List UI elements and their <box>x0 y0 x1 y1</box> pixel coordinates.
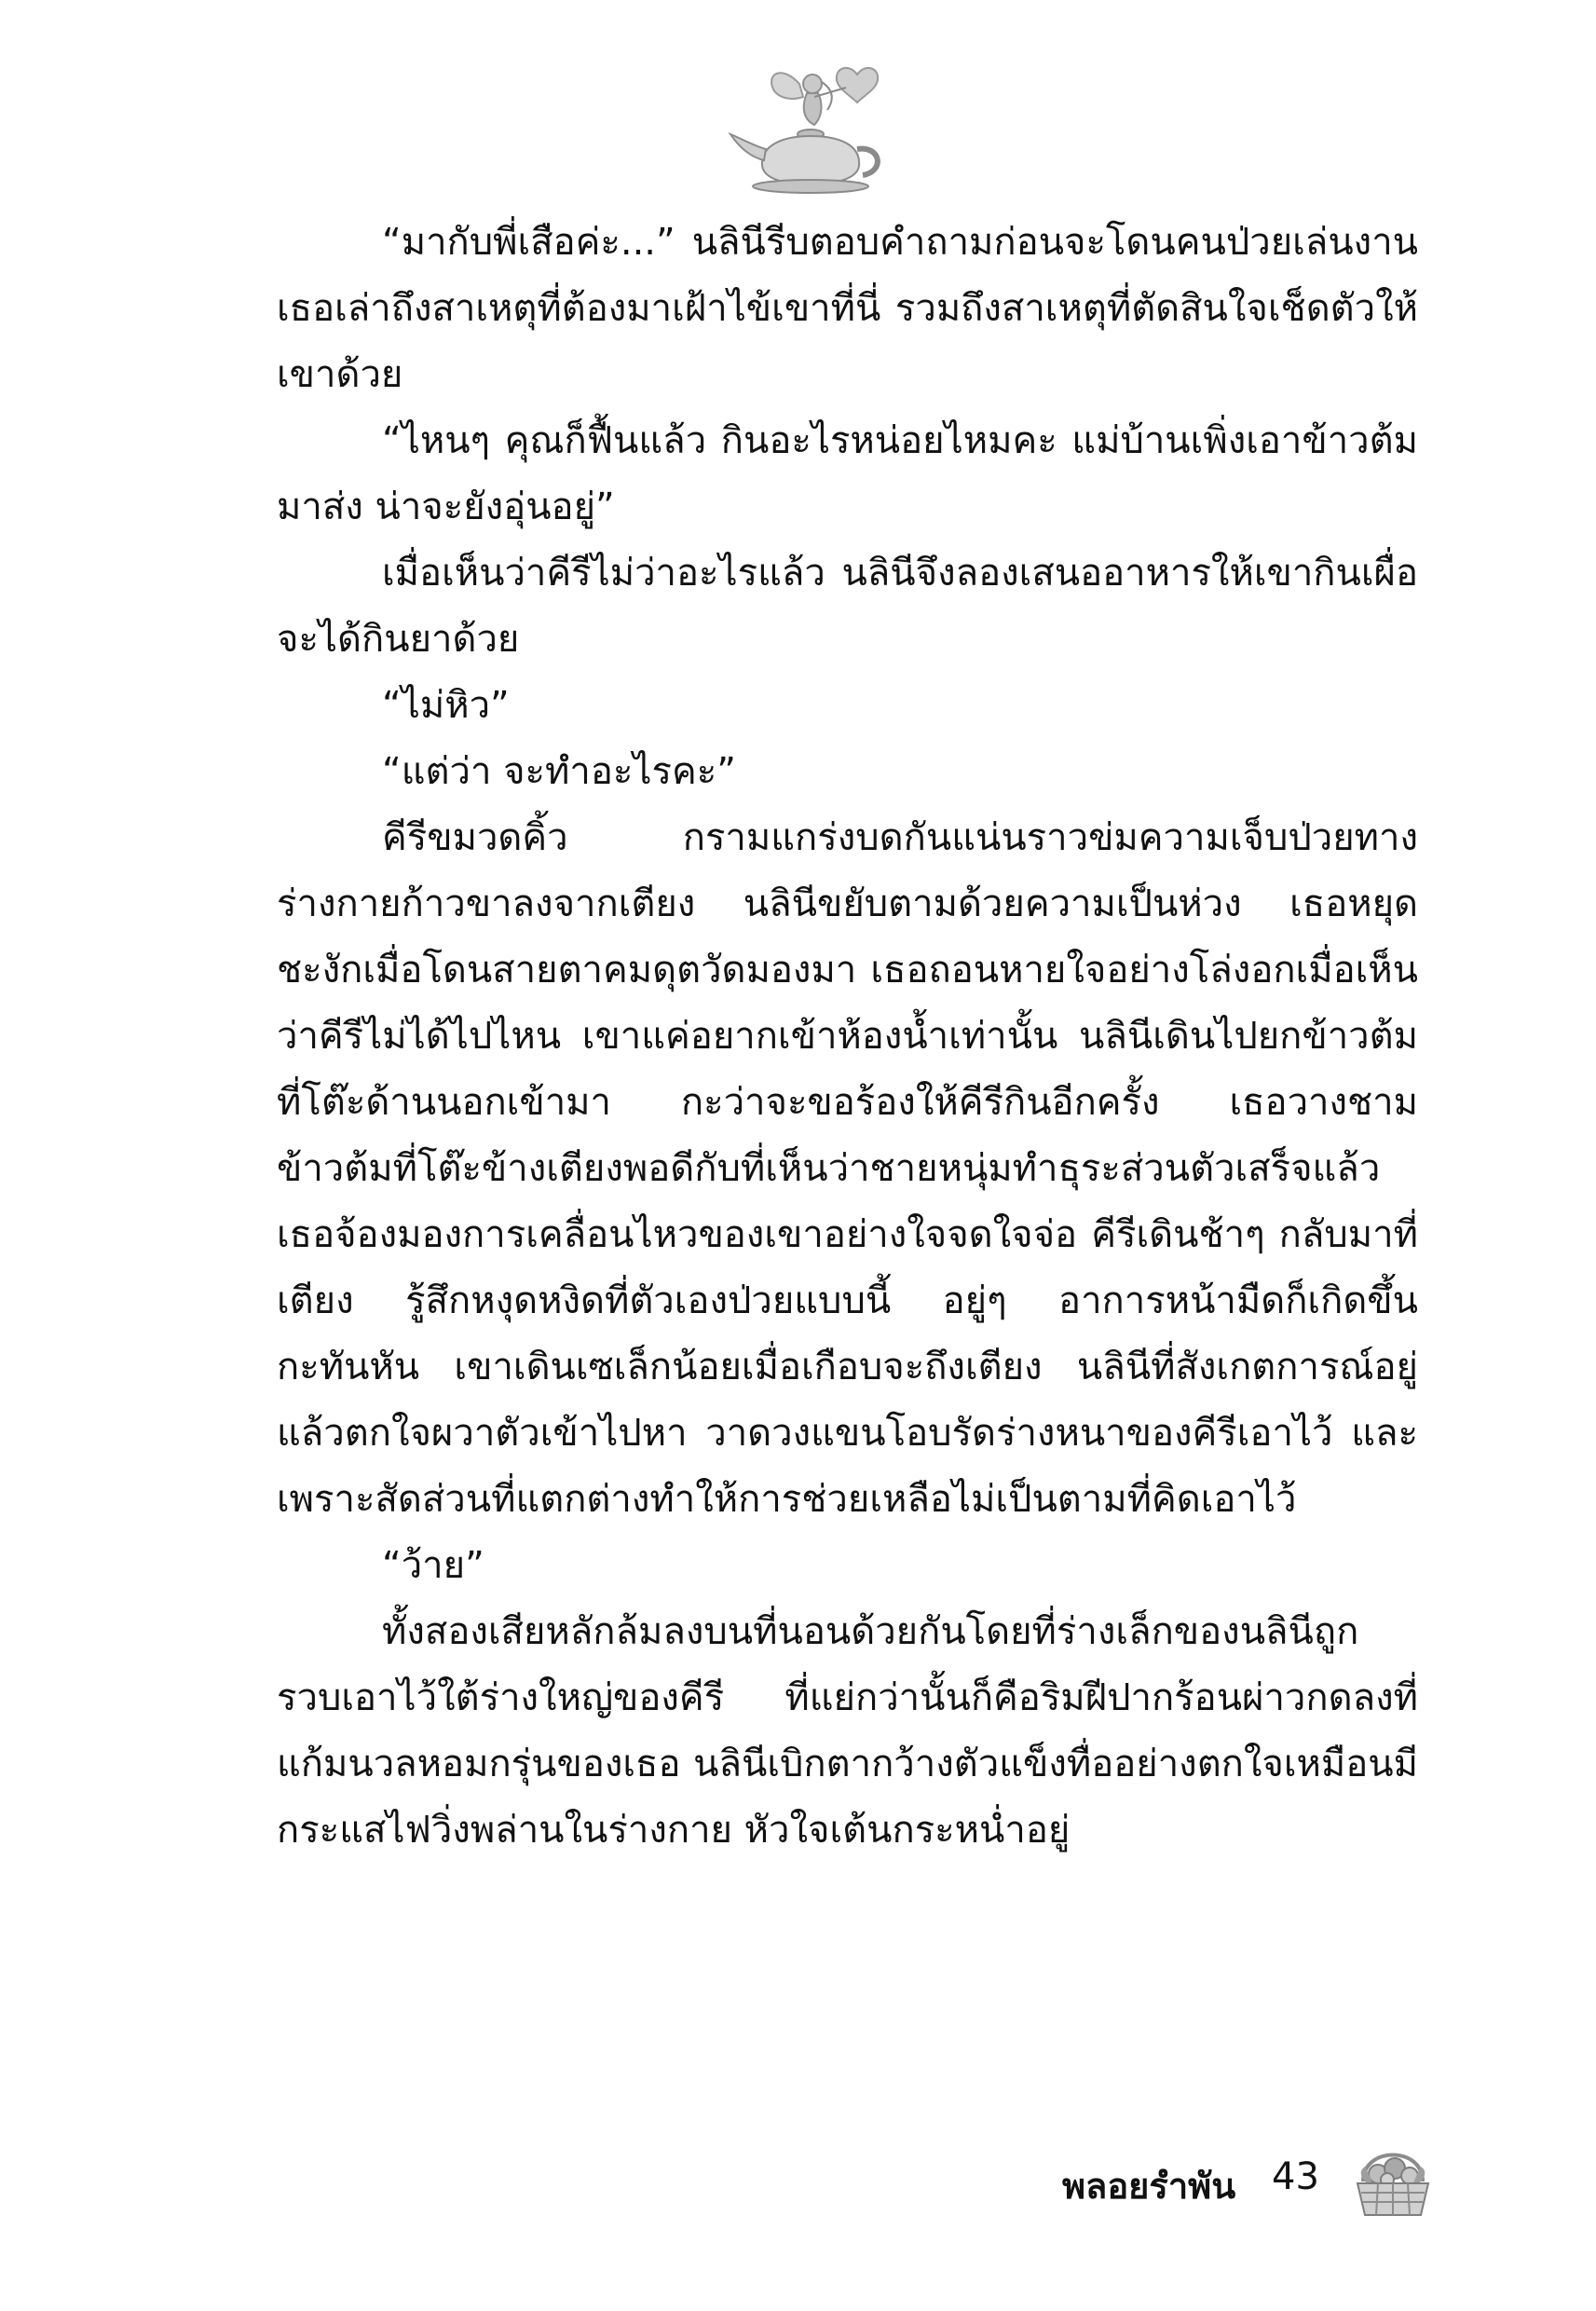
page-number: 43 <box>1272 2155 1319 2198</box>
flower-basket-icon <box>1346 2139 1439 2222</box>
paragraph: “มากับพี่เสือค่ะ...” นลินีรีบตอบคำถามก่อนจะโดนคนป่วยเล่นงาน เธอเล่าถึงสาเหตุที่ต้องมาเฝ้าไข้เขาที่นี่ รวมถึงสาเหตุที่ตัดสินใจเช็ดตัวให้เขาด้วย <box>277 221 1418 396</box>
paragraph: ทั้งสองเสียหลักล้มลงบนที่นอนด้วยกันโดยที่ร่างเล็กของนลินีถูกรวบเอาไว้ใต้ร่างใหญ่ของคีรี ที่แย่กว่านั้นก็คือริมฝีปากร้อนผ่าวกดลงที่แก้มนวลหอมกรุ่นของเธอ นลินีเบิกตากว้างตัวแข็งทื่ออย่างตกใจเหมือนมีกระแสไฟวิ่งพล่านในร่างกาย หัวใจเต้นกระหน่ำอยู่ <box>277 1610 1418 1852</box>
paragraph: “ไหนๆ คุณก็ฟื้นแล้ว กินอะไรหน่อยไหมคะ แม่บ้านเพิ่งเอาข้าวต้มมาส่ง น่าจะยังอุ่นอยู่” <box>277 419 1418 528</box>
paragraph: “ไม่หิว” <box>382 684 510 727</box>
page-footer <box>1044 2139 1453 2241</box>
cupid-teapot-ornament-icon <box>717 56 904 196</box>
paragraph: “แต่ว่า จะทำอะไรคะ” <box>382 750 736 793</box>
body-text <box>277 210 1418 1864</box>
book-title: พลอยรำพัน <box>1062 2166 1236 2207</box>
paragraph: เมื่อเห็นว่าคีรีไม่ว่าอะไรแล้ว นลินีจึงลองเสนออาหารให้เขากินเผื่อจะได้กินยาด้วย <box>277 552 1418 661</box>
paragraph: คีรีขมวดคิ้ว กรามแกร่งบดกันแน่นราวข่มความเจ็บป่วยทางร่างกายก้าวขาลงจากเตียง นลินีขยับตามด้วยความเป็นห่วง เธอหยุดชะงักเมื่อโดนสายตาคมดุตวัดมองมา เธอถอนหายใจอย่างโล่งอกเมื่อเห็นว่าคีรีไม่ได้ไปไหน เขาแค่อยากเข้าห้องน้ำเท่านั้น นลินีเดินไปยกข้าวต้มที่โต๊ะด้านนอกเข้ามา กะว่าจะขอร้องให้คีรีกินอีกครั้ง เธอวางชามข้าวต้มที่โต๊ะข้างเตียงพอดีกับที่เห็นว่าชายหนุ่มทำธุระส่วนตัวเสร็จแล้ว เธอจ้องมองการเคลื่อนไหวของเขาอย่างใจจดใจจ่อ คีรีเดินช้าๆ กลับมาที่เตียง รู้สึกหงุดหงิดที่ตัวเองป่วยแบบนี้ อยู่ๆ อาการหน้ามืดก็เกิดขึ้นกะทันหัน เขาเดินเซเล็กน้อยเมื่อเกือบจะถึงเตียง นลินีที่สังเกตการณ์อยู่แล้วตกใจผวาตัวเข้าไปหา วาดวงแขนโอบรัดร่างหนาของคีรีเอาไว้ และเพราะสัดส่วนที่แตกต่างทำให้การช่วยเหลือไม่เป็นตามที่คิดเอาไว้ <box>277 816 1418 1521</box>
paragraph: “ว้าย” <box>382 1544 484 1587</box>
